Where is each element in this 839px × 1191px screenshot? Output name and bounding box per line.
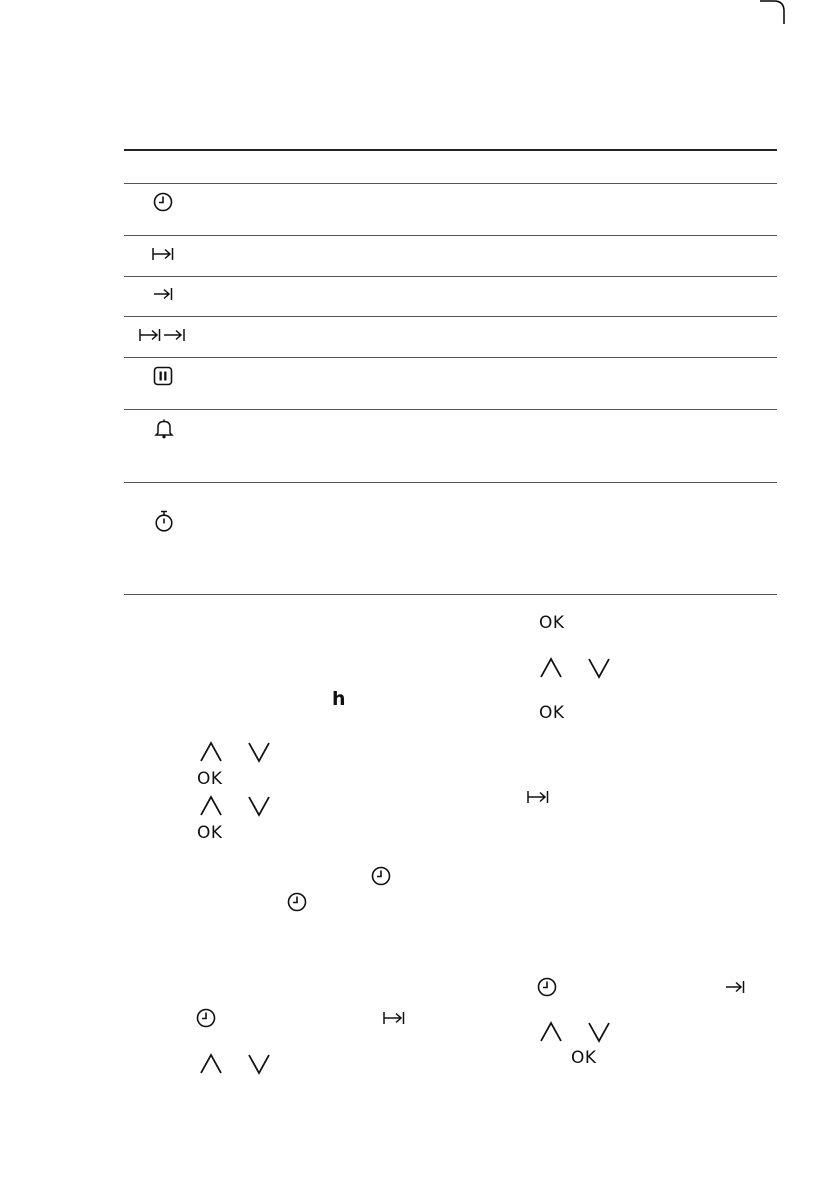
- clock-icon: [371, 866, 391, 886]
- hour-unit-glyph: h: [332, 688, 346, 710]
- clock-icon: [153, 192, 173, 212]
- stopwatch-icon: [154, 510, 174, 532]
- duration-icon: [527, 789, 549, 805]
- chevron-up-icon: [199, 741, 223, 763]
- ok-button-label: OK: [571, 1048, 597, 1068]
- row-divider: [124, 409, 777, 410]
- duration-icon: [383, 1010, 405, 1026]
- clock-icon: [537, 977, 557, 997]
- ok-button-label: OK: [197, 823, 223, 843]
- pause-icon: [153, 366, 173, 386]
- row-divider: [124, 235, 777, 236]
- crop-mark: [760, 0, 785, 24]
- duration-icon: [152, 246, 174, 262]
- chevron-down-icon: [587, 657, 611, 679]
- table-top-rule: [124, 149, 777, 151]
- chevron-up-icon: [199, 1053, 223, 1075]
- clock-icon: [287, 892, 307, 912]
- ok-button-label: OK: [539, 703, 565, 723]
- table-bottom-rule: [124, 594, 777, 595]
- bell-icon: [154, 418, 174, 439]
- row-divider: [124, 316, 777, 317]
- chevron-down-icon: [587, 1021, 611, 1043]
- chevron-up-icon: [539, 1021, 563, 1043]
- row-divider: [124, 357, 777, 358]
- chevron-up-icon: [199, 795, 223, 817]
- chevron-down-icon: [247, 1053, 271, 1075]
- ok-button-label: OK: [197, 769, 223, 789]
- chevron-up-icon: [539, 657, 563, 679]
- chevron-down-icon: [247, 741, 271, 763]
- time-delay-icon: [139, 327, 187, 343]
- end-time-icon: [725, 979, 745, 995]
- row-divider: [124, 482, 777, 483]
- end-time-icon: [153, 286, 173, 302]
- clock-icon: [196, 1008, 216, 1028]
- ok-button-label: OK: [539, 613, 565, 633]
- row-divider: [124, 276, 777, 277]
- chevron-down-icon: [247, 795, 271, 817]
- table-header-rule: [124, 183, 777, 184]
